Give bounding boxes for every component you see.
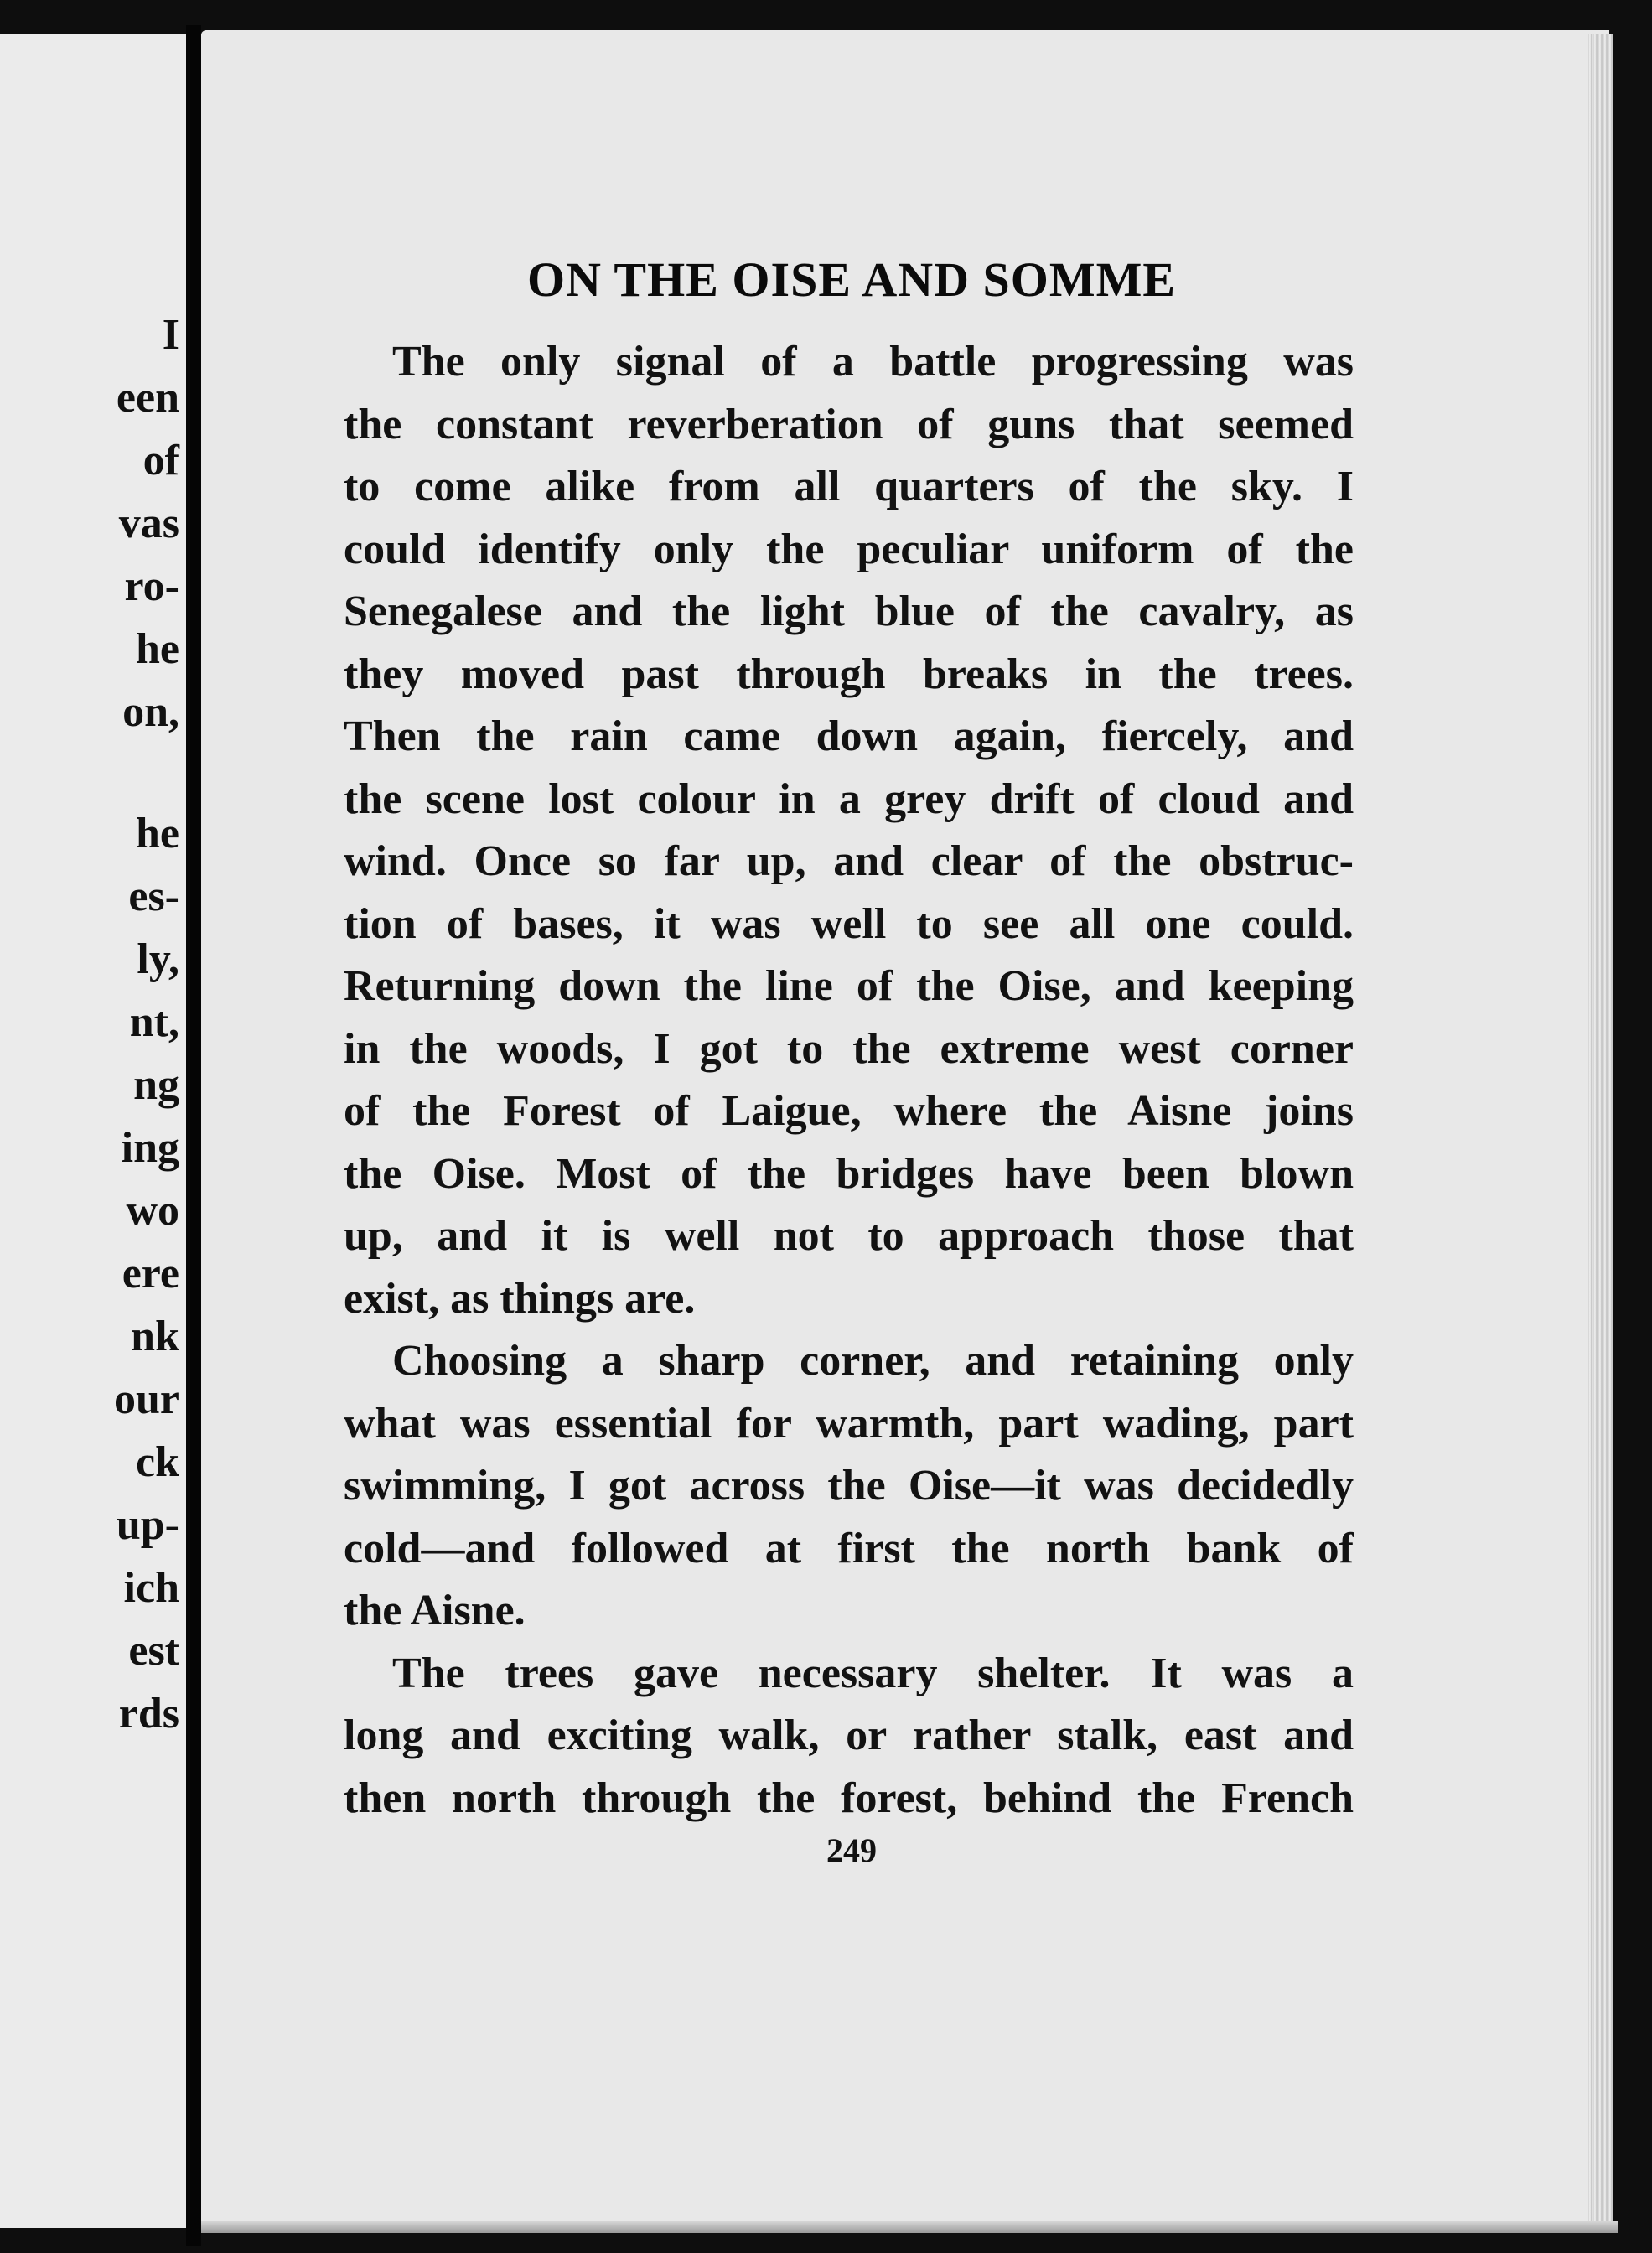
text-line: in the woods, I got to the extreme west corner [344,1024,1354,1073]
left-fragment: ere [122,1250,179,1297]
page-number: 249 [826,1831,877,1869]
left-fragment: est [128,1627,179,1675]
left-fragment: on, [122,688,179,736]
text-line: could identify only the peculiar uniform of the [344,525,1354,573]
paragraph [344,1330,1354,1643]
text-line: to come alike from all quarters of the sky. I [344,463,1354,510]
text-line: they moved past through breaks in the trees. [344,650,1354,698]
page-edge-stack [1588,34,1613,2230]
left-fragment: nt, [129,998,179,1046]
left-fragment: ng [133,1061,179,1109]
left-fragment: een [116,374,179,422]
book-gutter [186,25,201,2246]
text-line: then north through the forest, behind the French [344,1774,1354,1822]
text-line: The trees gave necessary shelter. It was a [392,1649,1354,1697]
left-fragment: ich [123,1564,179,1612]
text-line: of the Forest of Laigue, where the Aisne joins [344,1087,1354,1135]
text-line: swimming, I got across the Oise—it was decidedly [344,1462,1354,1510]
left-fragment: ing [121,1124,179,1172]
left-fragment: he [136,625,179,673]
text-line: the scene lost colour in a grey drift of cloud and [344,774,1354,823]
left-fragment: I [162,311,179,359]
text-line: Senegalese and the light blue of the cavalry, as [344,588,1354,635]
text-line: what was essential for warmth, part wading, part [344,1399,1354,1448]
text-line: exist, as things are. [344,1274,696,1323]
body-text [344,331,1354,1830]
text-line: Returning down the line of the Oise, and keeping [344,962,1354,1010]
left-fragment: wo [126,1187,179,1235]
paragraph [344,1643,1354,1831]
left-fragment: es- [128,873,179,920]
page-bottom-edge [201,2221,1618,2233]
text-line: wind. Once so far up, and clear of the obstruc- [344,837,1354,885]
left-fragment: vas [118,500,179,547]
paragraph [344,331,1354,1330]
text-line: the constant reverberation of guns that seemed [344,400,1354,448]
text-line: cold—and followed at first the north bank of [344,1524,1354,1572]
text-line: The only signal of a battle progressing was [392,338,1354,386]
left-facing-page [0,34,186,2228]
left-fragment: nk [131,1313,179,1360]
text-line: Choosing a sharp corner, and retaining only [392,1337,1354,1385]
left-fragment: up- [116,1501,179,1549]
left-fragment: of [142,437,179,484]
left-fragment: he [136,810,179,857]
running-head: ON THE OISE AND SOMME [526,252,1177,307]
text-line: long and exciting walk, or rather stalk, east and [344,1712,1354,1759]
text-line: Then the rain came down again, fiercely, and [344,712,1354,760]
text-line: the Aisne. [344,1587,526,1634]
left-fragment: our [114,1375,179,1423]
left-fragment: ro- [124,562,179,610]
left-fragment: rds [118,1690,179,1738]
left-fragment: ck [136,1438,179,1486]
text-line: tion of bases, it was well to see all one could. [344,899,1354,948]
text-line: the Oise. Most of the bridges have been blown [344,1149,1354,1198]
text-line: up, and it is well not to approach those that [344,1212,1354,1260]
left-fragment: ly, [137,935,179,983]
